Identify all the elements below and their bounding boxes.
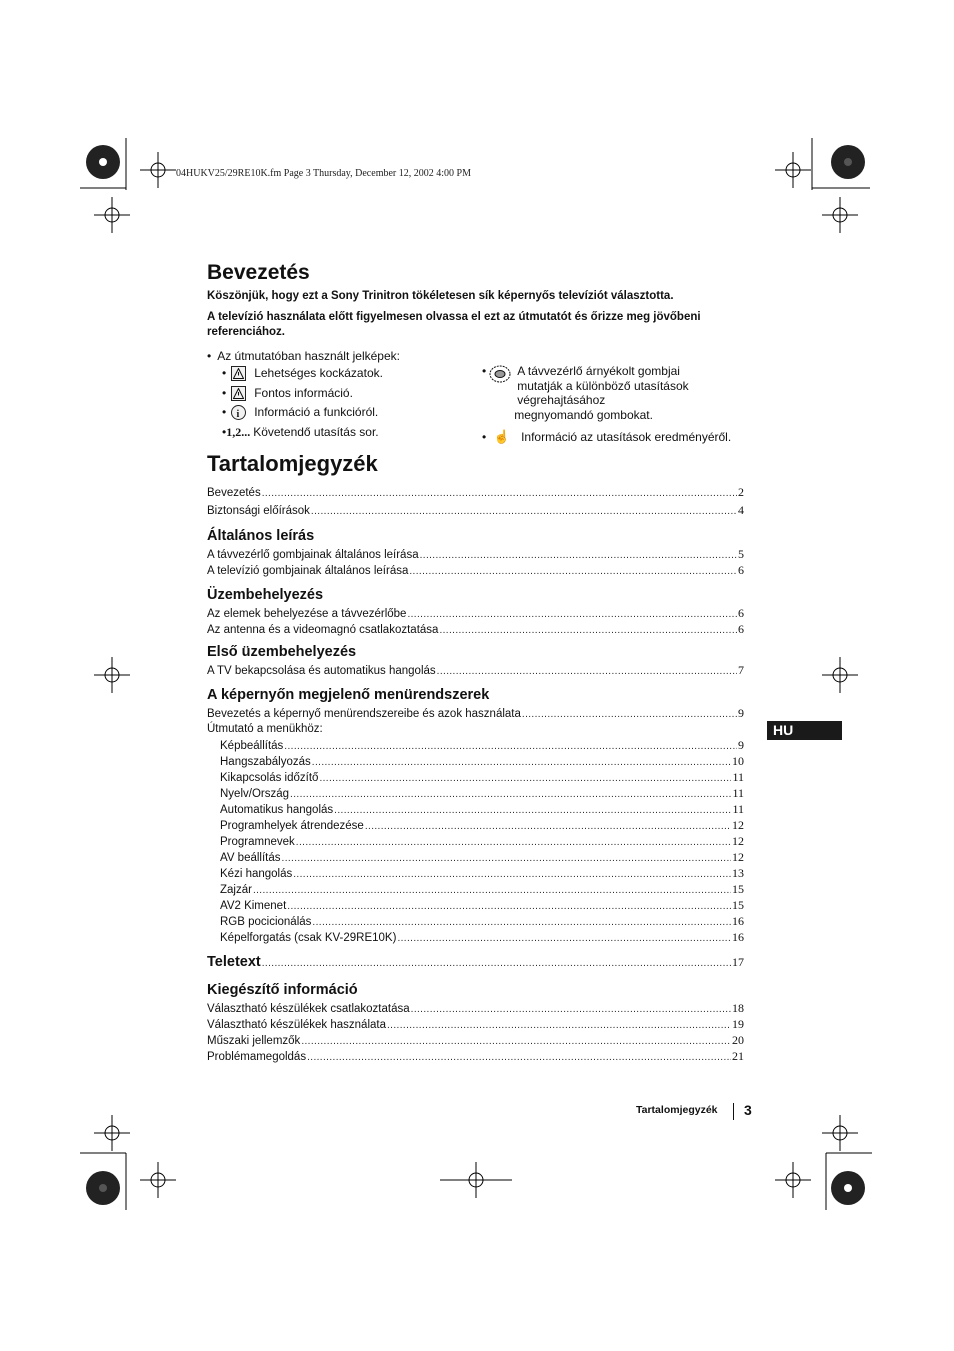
- toc-section-title[interactable]: Első üzembehelyezés: [207, 644, 357, 660]
- toc-entry[interactable]: Teletext ..... 17: [207, 952, 744, 972]
- toc-entry[interactable]: Automatikus hangolás ..... 11: [207, 801, 744, 817]
- toc-entry[interactable]: Az antenna és a videomagnó csatlakoztatása ..... 6: [207, 621, 744, 637]
- toc-entry[interactable]: Választható készülékek csatlakoztatása ..... 18: [207, 1000, 744, 1016]
- info-icon: [231, 405, 246, 420]
- toc-section-title[interactable]: Kiegészítő információ: [207, 982, 358, 998]
- toc-entry[interactable]: Bevezetés ..... 2: [207, 484, 744, 502]
- toc-entry[interactable]: A TV bekapcsolása és automatikus hangolás ..... 7: [207, 662, 744, 678]
- svg-text:i: i: [236, 409, 240, 419]
- toc-section-teletext: [207, 952, 744, 972]
- page-number: 3: [744, 1102, 752, 1118]
- toc-entry[interactable]: A távvezérlő gombjainak általános leírása ..... 5: [207, 546, 744, 562]
- toc-section-title[interactable]: Általános leírás: [207, 528, 315, 544]
- toc-entry[interactable]: Problémamegoldás ..... 21: [207, 1048, 744, 1064]
- toc-section-setup: [207, 585, 744, 637]
- remote-button-icon: [489, 364, 511, 422]
- toc-entry[interactable]: RGB pocicionálás ..... 16: [207, 913, 744, 929]
- warning-triangle-icon: [231, 386, 246, 401]
- toc-section-title[interactable]: A képernyőn megjelenő menürendszerek: [207, 687, 490, 703]
- step-numbers: 1,2...: [226, 424, 251, 439]
- toc-section-title[interactable]: Üzembehelyezés: [207, 587, 324, 603]
- symbol-risk: • Lehetséges kockázatok.: [222, 366, 383, 381]
- toc-entry[interactable]: Programhelyek átrendezése ..... 12: [207, 817, 744, 833]
- language-tab: HU: [767, 721, 842, 740]
- intro-thanks: Köszönjük, hogy ezt a Sony Trinitron tökéletesen sík képernyős televíziót választotta.: [207, 290, 674, 302]
- toc-entry[interactable]: Kikapcsolás időzítő ..... 11: [207, 769, 744, 785]
- symbol-result: • ☝ Információ az utasítások eredményéről.: [482, 429, 732, 444]
- intro-title: Bevezetés: [207, 261, 310, 284]
- toc-section-extra: [207, 980, 744, 1064]
- intro-read-first: A televízió használata előtt figyelmesen olvassa el ezt az útmutatót és őrizze meg jövőbeni referenciához.: [207, 311, 701, 338]
- footer-section: Tartalomjegyzék: [636, 1104, 718, 1116]
- hand-icon: ☝: [493, 429, 510, 444]
- toc-section-general: [207, 526, 744, 578]
- symbol-important: • Fontos információ.: [222, 385, 353, 400]
- toc-entry[interactable]: Nyelv/Ország ..... 11: [207, 785, 744, 801]
- toc-entry[interactable]: Programnevek ..... 12: [207, 833, 744, 849]
- symbols-intro: • Az útmutatóban használt jelképek:: [207, 349, 400, 363]
- file-header: 04HUKV25/29RE10K.fm Page 3 Thursday, December 12, 2002 4:00 PM: [176, 168, 471, 179]
- symbols-intro-text: Az útmutatóban használt jelképek:: [217, 349, 400, 363]
- toc-entry[interactable]: Biztonsági előírások ..... 4: [207, 502, 744, 520]
- toc-entry[interactable]: Képelforgatás (csak KV-29RE10K) ..... 16: [207, 929, 744, 945]
- toc-entry[interactable]: Az elemek behelyezése a távvezérlőbe ..... 6: [207, 605, 744, 621]
- toc-entry[interactable]: Hangszabályozás ..... 10: [207, 753, 744, 769]
- toc-section-menus: [207, 685, 744, 945]
- toc-top-entries: [207, 484, 744, 520]
- symbol-info: • i Információ a funkcióról.: [222, 405, 379, 420]
- toc-entry[interactable]: Képbeállítás ..... 9: [207, 737, 744, 753]
- toc-entry[interactable]: AV2 Kimenet ..... 15: [207, 897, 744, 913]
- toc-guide-label: Útmutató a menükhöz:: [207, 723, 323, 735]
- toc-entry[interactable]: Műszaki jellemzők ..... 20: [207, 1032, 744, 1048]
- toc-entry[interactable]: A televízió gombjainak általános leírása ..... 6: [207, 562, 744, 578]
- toc-section-first-setup: [207, 642, 744, 678]
- symbols-left-list: [222, 364, 472, 442]
- toc-entry[interactable]: AV beállítás ..... 12: [207, 849, 744, 865]
- warning-triangle-icon: [231, 366, 246, 381]
- symbol-remote: • A távvezérlő árnyékolt gombjai mutatják a különböző utasítások végrehajtásához megnyomandó gombokat.: [482, 364, 689, 422]
- toc-entry[interactable]: Választható készülékek használata ..... 19: [207, 1016, 744, 1032]
- toc-title: Tartalomjegyzék: [207, 451, 378, 476]
- toc-entry[interactable]: Bevezetés a képernyő menürendszereibe és azok használata ..... 9: [207, 705, 744, 721]
- toc-entry[interactable]: Kézi hangolás ..... 13: [207, 865, 744, 881]
- footer-divider: [733, 1103, 734, 1120]
- symbol-steps: • 1,2... Követendő utasítás sor.: [222, 423, 472, 443]
- toc-entry[interactable]: Zajzár ..... 15: [207, 881, 744, 897]
